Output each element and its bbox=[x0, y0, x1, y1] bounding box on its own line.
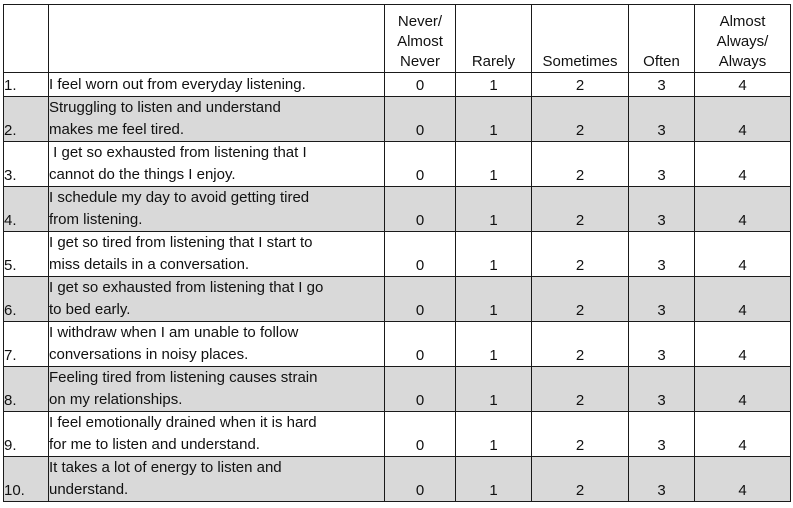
statement-line: I get so exhausted from listening that I go bbox=[49, 279, 324, 296]
item-row-9 bbox=[4, 412, 791, 457]
score-often: 3 bbox=[629, 322, 695, 367]
statement-line: cannot do the things I enjoy. bbox=[49, 166, 236, 183]
header-line: Rarely bbox=[471, 53, 516, 70]
item-statement bbox=[49, 412, 385, 457]
option-header-sometimes bbox=[532, 5, 629, 73]
score-always: 4 bbox=[695, 73, 791, 97]
score-rarely: 1 bbox=[456, 142, 532, 187]
item-row-8 bbox=[4, 367, 791, 412]
item-number: 9. bbox=[4, 412, 49, 457]
statement-line: I get so tired from listening that I start to bbox=[49, 234, 313, 251]
score-never: 0 bbox=[385, 142, 456, 187]
statement-line: makes me feel tired. bbox=[49, 121, 185, 138]
item-statement bbox=[49, 232, 385, 277]
score-rarely: 1 bbox=[456, 97, 532, 142]
item-statement bbox=[49, 367, 385, 412]
item-statement bbox=[49, 187, 385, 232]
statement-line: It takes a lot of energy to listen and bbox=[49, 459, 282, 476]
statement-line: understand. bbox=[49, 481, 129, 498]
score-rarely: 1 bbox=[456, 457, 532, 502]
score-often: 3 bbox=[629, 142, 695, 187]
item-number: 4. bbox=[4, 187, 49, 232]
option-header-never bbox=[385, 5, 456, 73]
item-statement bbox=[49, 322, 385, 367]
score-never: 0 bbox=[385, 457, 456, 502]
statement-line: Struggling to listen and understand bbox=[49, 99, 281, 116]
statement-line: conversations in noisy places. bbox=[49, 346, 249, 363]
score-never: 0 bbox=[385, 367, 456, 412]
score-rarely: 1 bbox=[456, 73, 532, 97]
score-always: 4 bbox=[695, 142, 791, 187]
item-row-3 bbox=[4, 142, 791, 187]
statement-line: I feel worn out from everyday listening. bbox=[49, 76, 306, 93]
score-sometimes: 2 bbox=[532, 457, 629, 502]
header-line: Almost bbox=[397, 33, 443, 50]
option-header-often bbox=[629, 5, 695, 73]
header-line: Always bbox=[718, 53, 767, 70]
score-often: 3 bbox=[629, 97, 695, 142]
item-number: 5. bbox=[4, 232, 49, 277]
statement-line: I feel emotionally drained when it is hard bbox=[49, 414, 317, 431]
statement-line: Feeling tired from listening causes strain bbox=[49, 369, 318, 386]
fatigue-scale-table bbox=[3, 4, 791, 502]
score-often: 3 bbox=[629, 187, 695, 232]
header-line: Sometimes bbox=[542, 53, 618, 70]
score-sometimes: 2 bbox=[532, 97, 629, 142]
item-statement bbox=[49, 97, 385, 142]
item-number: 2. bbox=[4, 97, 49, 142]
statement-line: I withdraw when I am unable to follow bbox=[49, 324, 299, 341]
item-row-4 bbox=[4, 187, 791, 232]
item-statement bbox=[49, 457, 385, 502]
score-never: 0 bbox=[385, 73, 456, 97]
score-sometimes: 2 bbox=[532, 277, 629, 322]
score-rarely: 1 bbox=[456, 232, 532, 277]
statement-line: for me to listen and understand. bbox=[49, 436, 260, 453]
item-number: 6. bbox=[4, 277, 49, 322]
item-statement bbox=[49, 142, 385, 187]
score-always: 4 bbox=[695, 277, 791, 322]
statement-line: miss details in a conversation. bbox=[49, 256, 250, 273]
score-always: 4 bbox=[695, 457, 791, 502]
item-statement bbox=[49, 73, 385, 97]
score-never: 0 bbox=[385, 412, 456, 457]
score-sometimes: 2 bbox=[532, 187, 629, 232]
score-never: 0 bbox=[385, 277, 456, 322]
score-often: 3 bbox=[629, 232, 695, 277]
statement-line: I get so exhausted from listening that I bbox=[49, 144, 307, 161]
score-sometimes: 2 bbox=[532, 412, 629, 457]
item-number: 1. bbox=[4, 73, 49, 97]
statement-line: I schedule my day to avoid getting tired bbox=[49, 189, 310, 206]
header-line: Never bbox=[399, 53, 440, 70]
item-number: 8. bbox=[4, 367, 49, 412]
header-line: Never/ bbox=[397, 13, 443, 30]
option-header-rarely bbox=[456, 5, 532, 73]
score-rarely: 1 bbox=[456, 367, 532, 412]
item-row-6 bbox=[4, 277, 791, 322]
item-row-5 bbox=[4, 232, 791, 277]
item-row-7 bbox=[4, 322, 791, 367]
item-number: 3. bbox=[4, 142, 49, 187]
score-always: 4 bbox=[695, 367, 791, 412]
option-header-always bbox=[695, 5, 791, 73]
score-sometimes: 2 bbox=[532, 142, 629, 187]
score-rarely: 1 bbox=[456, 187, 532, 232]
item-row-1 bbox=[4, 73, 791, 97]
score-never: 0 bbox=[385, 97, 456, 142]
header-line: Often bbox=[643, 53, 680, 70]
item-number: 7. bbox=[4, 322, 49, 367]
score-often: 3 bbox=[629, 457, 695, 502]
item-number: 10. bbox=[4, 457, 49, 502]
score-rarely: 1 bbox=[456, 412, 532, 457]
score-rarely: 1 bbox=[456, 277, 532, 322]
score-sometimes: 2 bbox=[532, 73, 629, 97]
item-row-10 bbox=[4, 457, 791, 502]
statement-line: from listening. bbox=[49, 211, 143, 228]
score-never: 0 bbox=[385, 322, 456, 367]
score-always: 4 bbox=[695, 232, 791, 277]
header-row bbox=[4, 5, 791, 73]
statement-column-header bbox=[49, 5, 385, 73]
score-always: 4 bbox=[695, 322, 791, 367]
score-sometimes: 2 bbox=[532, 367, 629, 412]
header-line: Always/ bbox=[716, 33, 769, 50]
statement-line: on my relationships. bbox=[49, 391, 183, 408]
score-often: 3 bbox=[629, 73, 695, 97]
score-often: 3 bbox=[629, 367, 695, 412]
score-often: 3 bbox=[629, 412, 695, 457]
number-column-header bbox=[4, 5, 49, 73]
item-statement bbox=[49, 277, 385, 322]
score-never: 0 bbox=[385, 232, 456, 277]
score-sometimes: 2 bbox=[532, 322, 629, 367]
score-always: 4 bbox=[695, 97, 791, 142]
item-row-2 bbox=[4, 97, 791, 142]
score-always: 4 bbox=[695, 187, 791, 232]
score-often: 3 bbox=[629, 277, 695, 322]
score-rarely: 1 bbox=[456, 322, 532, 367]
score-sometimes: 2 bbox=[532, 232, 629, 277]
score-never: 0 bbox=[385, 187, 456, 232]
header-line: Almost bbox=[719, 13, 766, 30]
statement-line: to bed early. bbox=[49, 301, 131, 318]
score-always: 4 bbox=[695, 412, 791, 457]
